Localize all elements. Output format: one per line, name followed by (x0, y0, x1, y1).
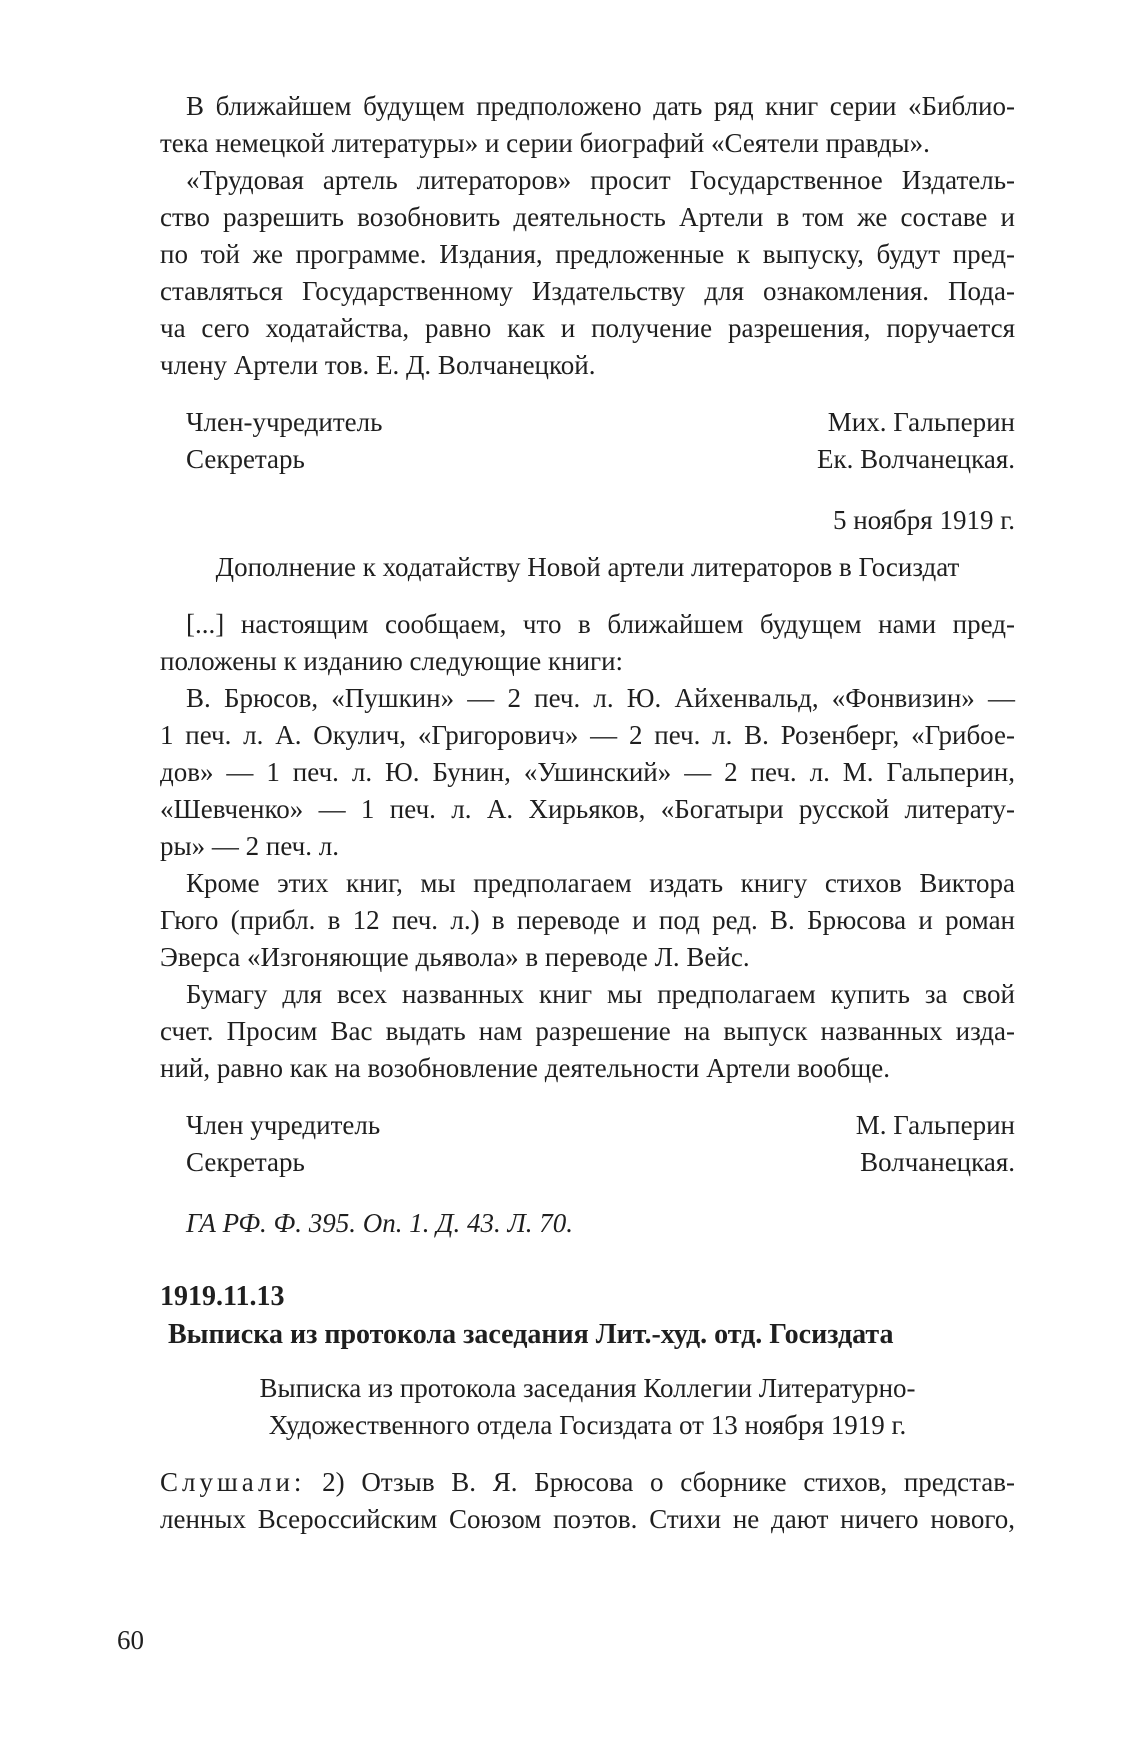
signature-row (186, 1107, 1015, 1144)
text-line: Гюго (прибл. в 12 печ. л.) в переводе и под ред. В. Брюсова и роман (160, 905, 1015, 935)
archive-reference: ГА РФ. Ф. 395. Оп. 1. Д. 43. Л. 70. (186, 1208, 573, 1238)
text-line: ставляться Государственному Издательству для ознакомления. Пода- (160, 276, 1015, 306)
text-line: по той же программе. Издания, предложенные к выпуску, будут пред- (160, 239, 1015, 269)
signature-name: Волчанецкая. (860, 1147, 1015, 1177)
subheading-line: Художественного отдела Госиздата от 13 ноября 1919 г. (268, 1410, 907, 1440)
signature-role: Член-учредитель (186, 407, 383, 437)
paragraph (160, 680, 1015, 865)
text-line: ство разрешить возобновить деятельность Артели в том же составе и (160, 202, 1015, 232)
signature-role: Секретарь (186, 444, 305, 474)
spaced-word: Слушали: (160, 1467, 306, 1497)
text-line: ленных Всероссийским Союзом поэтов. Стихи не дают ничего нового, (160, 1504, 1015, 1534)
subheading-line: Выписка из протокола заседания Коллегии Литературно- (259, 1373, 916, 1403)
signature-block (160, 404, 1015, 478)
text-line: ча сего ходатайства, равно как и получение разрешения, поручается (160, 313, 1015, 343)
text-line: Бумагу для всех названных книг мы предполагаем купить за свой (186, 979, 1015, 1009)
signature-name: Мих. Гальперин (827, 407, 1015, 437)
paragraph (160, 976, 1015, 1087)
text-line: В. Брюсов, «Пушкин» — 2 печ. л. Ю. Айхенвальд, «Фонвизин» — (186, 683, 1015, 713)
text-line (160, 1464, 1015, 1501)
paragraph (160, 1464, 1015, 1538)
signature-block (160, 1107, 1015, 1181)
text-line: В ближайшем будущем предположено дать ряд книг серии «Библио- (186, 91, 1015, 121)
text-line: тека немецкой литературы» и серии биографий «Сеятели правды». (160, 128, 930, 158)
text-line: 1 печ. л. А. Окулич, «Григорович» — 2 печ. л. В. Розенберг, «Грибое- (160, 720, 1015, 750)
text-line: ний, равно как на возобновление деятельности Артели вообще. (160, 1053, 891, 1083)
text-line: Кроме этих книг, мы предполагаем издать книгу стихов Виктора (186, 868, 1015, 898)
text-fragment: 2) Отзыв В. Я. Брюсова о сборнике стихов, представ- (305, 1467, 1015, 1497)
paragraph (160, 865, 1015, 976)
paragraph (160, 606, 1015, 680)
signature-name: Ек. Волчанецкая. (816, 444, 1015, 474)
signature-row (186, 1144, 1015, 1181)
text-line: счет. Просим Вас выдать нам разрешение на выпуск названных изда- (160, 1016, 1015, 1046)
document-title: Выписка из протокола заседания Лит.-худ. отд. Госиздата (168, 1319, 894, 1350)
signature-name: М. Гальперин (855, 1110, 1015, 1140)
page-body (160, 88, 1015, 1538)
page-number: 60 (117, 1625, 144, 1655)
text-line: [...] настоящим сообщаем, что в ближайшем будущем нами пред- (186, 609, 1015, 639)
text-line: члену Артели тов. Е. Д. Волчанецкой. (160, 350, 596, 380)
text-line: положены к изданию следующие книги: (160, 646, 624, 676)
text-line: ры» — 2 печ. л. (160, 831, 339, 861)
section-heading: Дополнение к ходатайству Новой артели литераторов в Госиздат (215, 552, 960, 582)
document-date: 5 ноября 1919 г. (832, 505, 1015, 535)
signature-row (186, 441, 1015, 478)
text-line: «Шевченко» — 1 печ. л. А. Хирьяков, «Богатыри русской литерату- (160, 794, 1015, 824)
signature-role: Член учредитель (186, 1110, 381, 1140)
text-line: Эверса «Изгоняющие дьявола» в переводе Л. Вейс. (160, 942, 750, 972)
text-line: «Трудовая артель литераторов» просит Государственное Издатель- (186, 165, 1015, 195)
paragraph (160, 162, 1015, 384)
text-line: дов» — 1 печ. л. Ю. Бунин, «Ушинский» — 2 печ. л. М. Гальперин, (160, 757, 1015, 787)
signature-row (186, 404, 1015, 441)
document-date-heading: 1919.11.13 (160, 1281, 285, 1312)
paragraph (160, 88, 1015, 162)
signature-role: Секретарь (186, 1147, 305, 1177)
